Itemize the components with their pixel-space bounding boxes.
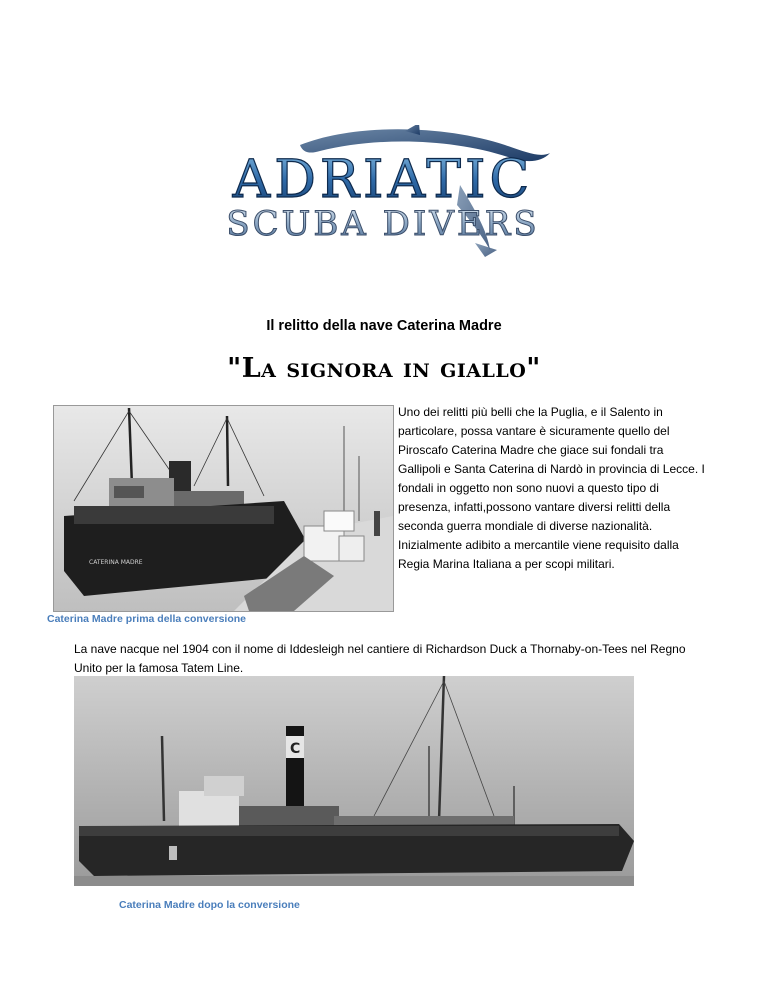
hull-name-text: CATERINA MADRE xyxy=(89,559,143,566)
logo-line1: ADRIATIC xyxy=(232,150,534,210)
photo-caption-before: Caterina Madre prima della conversione xyxy=(47,613,246,625)
ship-photo-before-conversion xyxy=(53,405,394,612)
svg-text:C: C xyxy=(290,741,301,757)
photo-caption-after: Caterina Madre dopo la conversione xyxy=(119,899,300,911)
ship-photo-after-conversion xyxy=(74,676,634,886)
logo-line2: SCUBA DIVERS xyxy=(226,204,540,244)
history-paragraph: La nave nacque nel 1904 con il nome di Iddesleigh nel cantiere di Richardson Duck a Thornaby-on-Tees nel Regno Unito per la famosa Tatem Line. xyxy=(74,642,686,675)
article-title: "La signora in giallo" xyxy=(227,353,541,384)
adriatic-scuba-divers-logo xyxy=(205,125,560,260)
article-subtitle: Il relitto della nave Caterina Madre xyxy=(266,318,502,334)
intro-paragraph: Uno dei relitti più belli che la Puglia, e il Salento in particolare, possa vantare è sicuramente quello del Piroscafo Caterina Madre che giace sui fondali tra Gallipoli e Santa Caterina di Nardò in provincia di Lecce. I fondali in oggetto non sono nuovi a questo tipo di presenza, infatti,possono vantare diversi relitti della seconda guerra mondiale di diverse nazionalità. Inizialmente adibito a mercantile viene requisito dalla Regia Marina Italiana a per scopi militari. xyxy=(398,405,705,571)
